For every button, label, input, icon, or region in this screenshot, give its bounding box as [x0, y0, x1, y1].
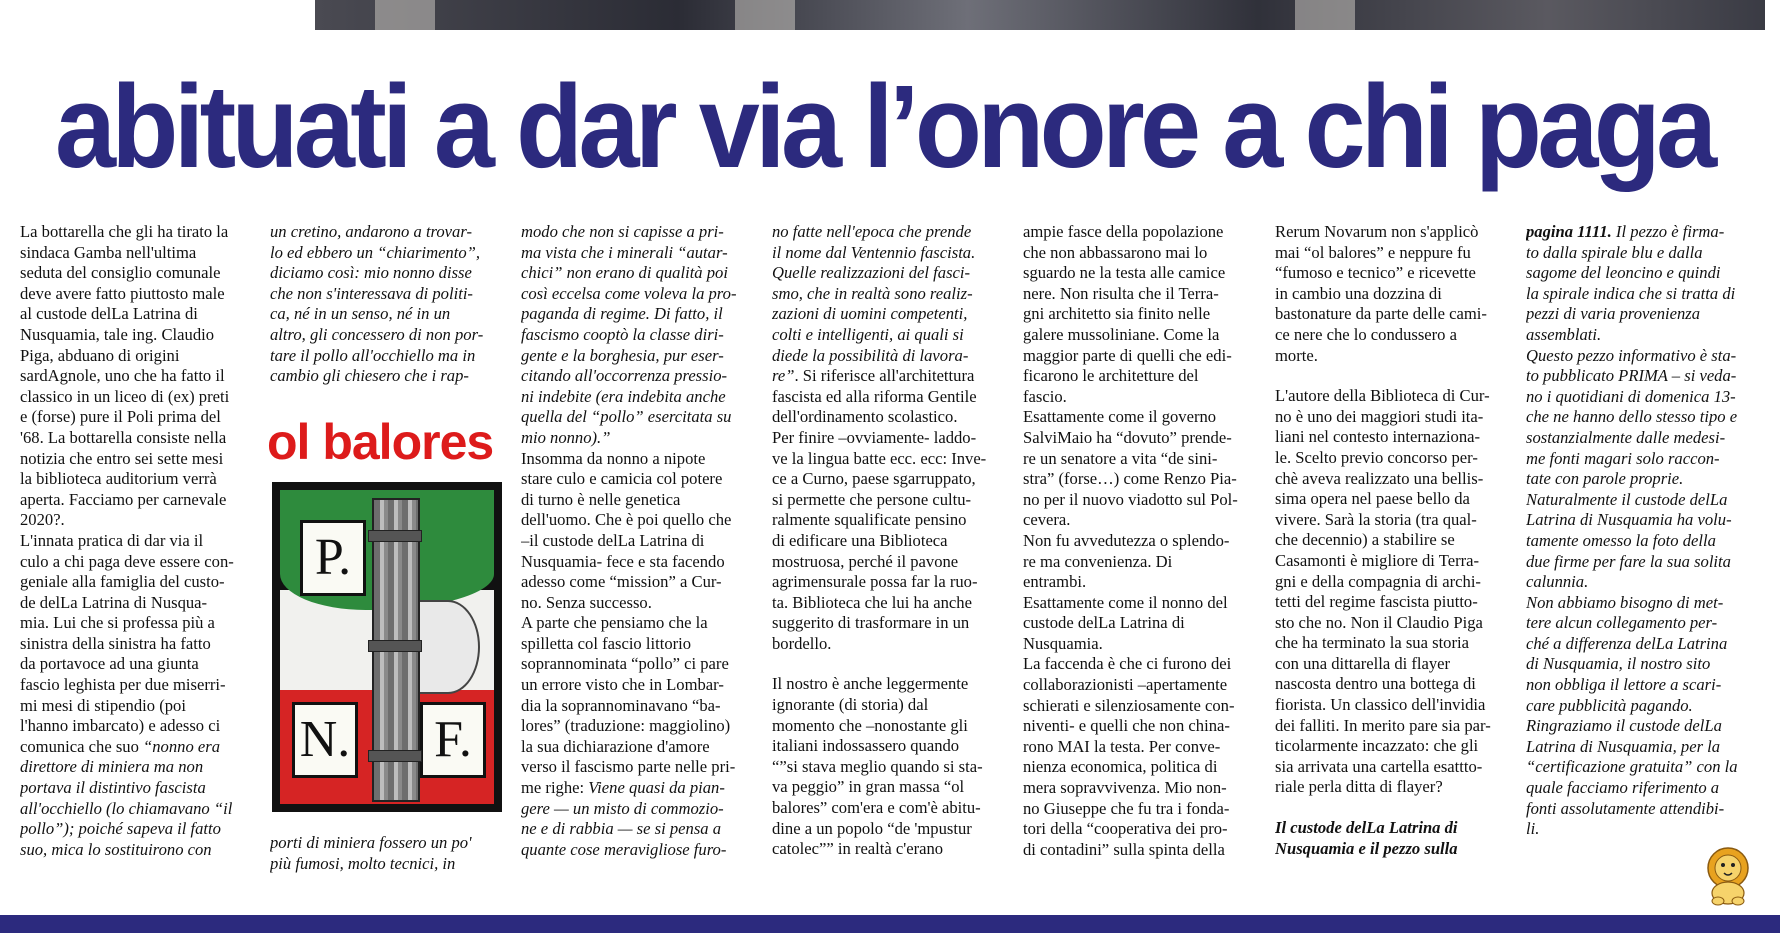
article-column-1: [20, 222, 258, 877]
text-run: La bottarella che gli ha tirato la sindaca Gamba nell'ultima seduta del consiglio comunale deve avere fatto piuttosto male al custode delLa Latrina di Nusquamia, tale ing. Claudio Piga, abduano di origini sardAgnole, uno che ha fatto il classico in un liceo di (ex) preti e (forse) pure il Poli prima del '68. La bottarella consiste nella notizia che entro sei sette mesi la biblioteca auditorium verrà aperta. Facciamo per carnevale 2020?. L'innata pratica di dar via il culo a chi paga deve essere con- geniale alla famiglia del custo- de delLa Latrina di Nusqua- mia. Lui che si professa più a sinistra della sinistra ha fatto da portavoce ad una giunta fascio leghista per due miserri- mi mesi di stipendio (poi l'hanno imbarcato) e adesso ci comunica che suo: [20, 222, 234, 756]
fasces-band: [368, 640, 422, 652]
fasces-axe-blade: [416, 600, 480, 694]
article-column-6: [1275, 222, 1513, 877]
top-photo-strip: [315, 0, 1765, 30]
paragraph: ampie fasce della popolazione che non abbassarono mai lo sguardo ne la testa alle camice nere. Non risulta che il Terra- gni architetto sia finito nelle galere mussoliniane. Come la maggior parte di quelli che edi- ficarono le architetture del fascio. Esattamente come il governo SalviMaio ha “dovuto” prende- re un senatore a vita “de sini- stra” (forse…) come Renzo Pia- no per il nuovo viadotto sul Pol- cevera. Non fu avvedutezza o splendo- re ma convenienza. Di entrambi. Esattamente come il nonno del custode delLa Latrina di Nusquamia. La faccenda è che ci furono dei collaborazionisti –apertamente schierati e silenziosamente con- niventi- e quelli che non china- rono MAI la testa. Per conve- nienza economica, politica di mera sopravvivenza. Mio non- no Giuseppe che fu tra i fonda- tori della “cooperativa dei pro- di contadini” sulla spinta della: [1023, 222, 1238, 859]
paragraph: [772, 222, 1010, 654]
pnf-logo-image: [272, 482, 502, 812]
quote-run: Il pezzo è firma- to dalla spirale blu e dalla sagome del leoncino e quindi la spirale indica che si tratta di pezzi di varia provenienza assemblati. Questo pezzo informativo è sta- to pubblicato PRIMA – si veda- no i quotidiani di domenica 13- che ne hanno dello stesso tipo e sostanzialmente dalle medesi- me fonti magari solo raccon- tate con parole proprie. Naturalmente il custode delLa Latrina di Nusquamia ha volu- tamente omesso la foto della due firme per fare la sua solita calunnia. Non abbiamo bisogno di met- tere alcun collegamento per- ché a differenza delLa Latrina di Nusquamia, il nostro sito non obbliga il lettore a scari- care pubblicità pagando. Ringraziamo il custode delLa Latrina di Nusquamia, per la “certificazione gratuita” con la quale facciamo riferimento a fonti assolutamente attendibi- li.: [1526, 222, 1738, 839]
photo-detail: [375, 0, 435, 30]
paragraph-gap: [772, 654, 1010, 674]
photo-detail: [735, 0, 795, 30]
paragraph-gap: [1275, 366, 1513, 386]
quote-run: modo che non si capisse a pri- ma vista che i minerali “autar- chici” non erano di qualità poi così eccelsa come voleva la pro- paganda di regime. Di fatto, il fascismo cooptò la classe diri- gente e la borghesia, pur eser- citando all'occorrenza pressio- ni indebite (era indebita anche quella del “pollo” esercitata su mio nonno).”: [521, 222, 737, 447]
logo-letter: N.: [292, 702, 358, 778]
photo-detail: [1295, 0, 1355, 30]
quote-run: no fatte nell'epoca che prende il nome dal Ventennio fascista. Quelle realizzazioni del fasci- smo, che in realtà sono realiz- zazioni di uomini competenti, colti e intelligenti, ai quali si diede la possibilità di lavora- re”: [772, 222, 976, 386]
paragraph: un cretino, andarono a trovar- lo ed ebbero un “chiarimento”, diciamo così: mio nonno disse che non s'interessava di politi- ca, né in un senso, né in un altro, gli concessero di non por- tare il pollo all'occhiello ma in cambio gli chiesero che i rap-: [270, 222, 484, 386]
paragraph: [521, 222, 759, 860]
paragraph: Il custode delLa Latrina di Nusquamia e il pezzo sulla: [1275, 818, 1458, 858]
article-column-5: [1023, 222, 1261, 877]
bold-run: pagina 1111.: [1526, 222, 1612, 241]
bottom-rule: [0, 915, 1780, 933]
sidebox-title: ol balores: [267, 414, 494, 470]
article-column-2-continued: [270, 833, 508, 877]
quote-run: Viene quasi da pian- gere — un misto di commozio- ne e di rabbia — se si pensa a quante cose meravigliose furo-: [521, 778, 727, 859]
article-column-4: [772, 222, 1010, 877]
paragraph: Rerum Novarum non s'applicò mai “ol balores” e neppure fu “fumoso e tecnico” e ricevette in cambio una dozzina di bastonature da parte delle cami- ce nere che lo condussero a morte.: [1275, 222, 1487, 365]
headline: abituati a dar via l’onore a chi paga: [55, 61, 1713, 193]
paragraph: Il nostro è anche leggermente ignorante (di storia) dal momento che –nonostante gli italiani indossassero quando “”si stava meglio quando si sta- va peggio” in gran massa “ol balores” com'era e com'è abitu- dine a un popolo “de 'mpustur catolec”” in realtà c'erano: [772, 674, 983, 859]
article-column-7: [1526, 222, 1766, 877]
quote-run: “nonno era direttore di miniera ma non portava il distintivo fascista all'occhiello (lo chiamavano “il pollo”); poiché sapeva il fatto suo, mica lo sostituirono con: [20, 736, 233, 859]
tricolor-background: [280, 490, 494, 804]
text-run: . Si riferisce all'architettura fascista ed alla riforma Gentile dell'ordinamento scolastico. Per finire –ovviamente- laddo- ve la lingua batte ecc. ecc: Inve- ce a Curno, paese sgarruppato, si permette che persone cultu- ralmente squalificate pensino di edificare una Biblioteca mostruosa, perché il pavone agrimensurale possa far la ruo- ta. Biblioteca che lui ha anche suggerito di trasformare in un bordello.: [772, 366, 987, 653]
fasces-band: [368, 530, 422, 542]
article-column-3: [521, 222, 759, 877]
fasces-band: [368, 750, 422, 762]
logo-letter: P.: [300, 520, 366, 596]
lion-cub-icon: [1700, 846, 1756, 906]
paragraph: porti di miniera fossero un po' più fumosi, molto tecnici, in: [270, 833, 472, 873]
paragraph: L'autore della Biblioteca di Cur- no è uno dei maggiori studi ita- liani nel contesto internaziona- le. Scelto previo concorso per- chè aveva realizzato una bellis- sima opera nel paese bello da vivere. Sarà la storia (tra qual- che decennio) a stabilire se Casamonti è migliore di Terra- gni e della compagnia di archi- tetti del regime fascista piutto- sto che no. Non il Claudio Piga che ha terminato la sua storia con una dittarella di flayer nascosta dentro una bottega di fiorista. Un classico dell'invidia dei falliti. In merito pare sia par- ticolarmente incazzato: che gli sia arrivata una cartella esattto- riale perla ditta di flayer?: [1275, 386, 1491, 797]
paragraph-gap: [1275, 798, 1513, 818]
logo-letter: F.: [420, 702, 486, 778]
paragraph: [1526, 222, 1766, 840]
text-run: Insomma da nonno a nipote stare culo e camicia col potere di turno è nelle genetica dell'uomo. Che è poi quello che –il custode delLa Latrina di Nusquamia- fece e sta facendo adesso come “mission” a Cur- no. Senza successo. A parte che pensiamo che la spilletta col fascio littorio soprannominata “pollo” ci pare un errore visto che in Lombar- dia la soprannominavano “ba- lores” (traduzione: maggiolino) la sua dichiarazione d'amore verso il fascismo parte nelle pri- me righe:: [521, 448, 736, 798]
paragraph: [20, 222, 258, 860]
